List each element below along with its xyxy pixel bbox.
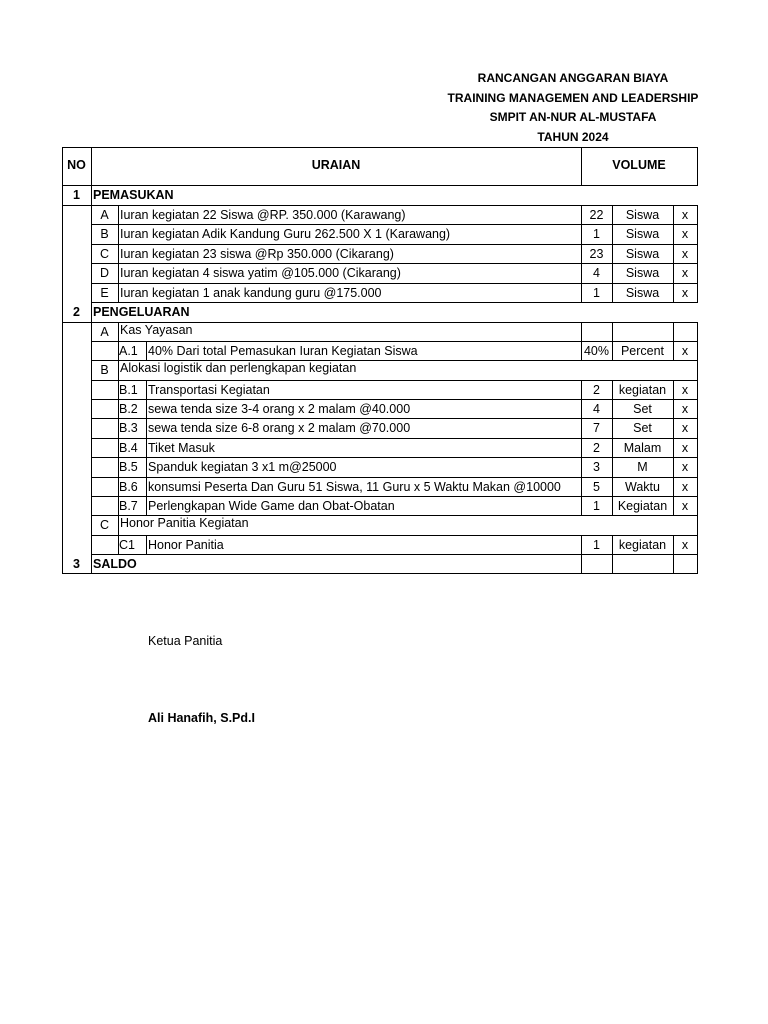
table-rule [697, 399, 698, 418]
table-rule [697, 283, 698, 302]
table-rule [146, 380, 147, 399]
item-multiplier: x [681, 538, 689, 552]
item-multiplier: x [681, 460, 689, 474]
table-rule [697, 477, 698, 496]
table-rule [146, 457, 147, 477]
item-description: konsumsi Peserta Dan Guru 51 Siswa, 11 Guru x 5 Waktu Makan @10000 [148, 480, 561, 494]
item-quantity: 2 [593, 383, 600, 397]
signature-name: Ali Hanafih, S.Pd.I [148, 711, 255, 725]
table-rule [697, 380, 698, 399]
item-quantity: 1 [593, 499, 600, 513]
table-rule [91, 554, 698, 555]
item-quantity: 40% [583, 344, 610, 358]
item-unit: Siswa [625, 208, 660, 222]
item-unit: Siswa [625, 286, 660, 300]
item-multiplier: x [681, 286, 689, 300]
item-description: 40% Dari total Pemasukan Iuran Kegiatan Siswa [148, 344, 418, 358]
item-quantity: 1 [593, 286, 600, 300]
item-description: Iuran kegiatan 1 anak kandung guru @175.000 [120, 286, 382, 300]
table-rule [697, 515, 698, 535]
item-description: Honor Panitia Kegiatan [120, 516, 249, 530]
table-rule [146, 496, 147, 515]
item-code: B.5 [119, 460, 138, 474]
table-rule [697, 341, 698, 360]
item-letter: D [99, 266, 110, 280]
item-unit: Waktu [625, 480, 660, 494]
section-number: 2 [73, 305, 80, 319]
table-rule [697, 322, 698, 341]
table-rule [62, 205, 698, 206]
item-multiplier: x [681, 499, 689, 513]
item-quantity: 1 [593, 538, 600, 552]
item-multiplier: x [681, 247, 689, 261]
item-multiplier: x [681, 421, 689, 435]
table-rule [91, 380, 698, 381]
table-rule [146, 438, 147, 457]
table-rule [697, 418, 698, 438]
item-description: Spanduk kegiatan 3 x1 m@25000 [148, 460, 337, 474]
item-quantity: 3 [593, 460, 600, 474]
table-rule [91, 554, 92, 573]
item-letter: A [100, 325, 109, 339]
item-code: B.4 [119, 441, 138, 455]
item-description: Iuran kegiatan Adik Kandung Guru 262.500 X 1 (Karawang) [120, 227, 451, 241]
table-rule [146, 341, 147, 360]
item-multiplier: x [681, 402, 689, 416]
table-rule [91, 535, 698, 536]
item-unit: Set [633, 402, 652, 416]
item-letter: B [100, 363, 109, 377]
table-rule [697, 535, 698, 554]
item-description: Perlengkapan Wide Game dan Obat-Obatan [148, 499, 395, 513]
item-code: B.7 [119, 499, 138, 513]
table-rule [697, 496, 698, 515]
table-rule [697, 360, 698, 380]
item-code: A.1 [119, 344, 138, 358]
table-rule [91, 438, 698, 439]
item-letter: C [99, 518, 110, 532]
table-rule [91, 185, 92, 205]
item-multiplier: x [681, 480, 689, 494]
table-rule [118, 360, 119, 380]
item-multiplier: x [681, 441, 689, 455]
table-rule [697, 205, 698, 224]
item-code: B.2 [119, 402, 138, 416]
item-unit: Siswa [625, 247, 660, 261]
item-letter: B [100, 227, 109, 241]
table-rule [146, 535, 147, 554]
table-rule [118, 205, 119, 224]
table-rule [697, 244, 698, 263]
table-rule [697, 263, 698, 283]
table-rule [118, 244, 119, 263]
table-rule [118, 263, 119, 283]
doc-title-line2: TRAINING MANAGEMEN AND LEADERSHIP [447, 91, 699, 105]
item-unit: Set [633, 421, 652, 435]
item-letter: A [100, 208, 109, 222]
item-unit: M [637, 460, 648, 474]
table-rule [91, 535, 92, 554]
table-rule [146, 399, 147, 418]
table-rule [118, 283, 119, 302]
table-rule [612, 554, 613, 573]
item-quantity: 4 [593, 266, 600, 280]
section-title: PEMASUKAN [93, 188, 174, 202]
item-code: B.3 [119, 421, 138, 435]
item-description: sewa tenda size 3-4 orang x 2 malam @40.000 [148, 402, 411, 416]
item-multiplier: x [681, 208, 689, 222]
table-rule [91, 399, 698, 400]
item-code: C1 [119, 538, 135, 552]
table-rule [612, 322, 613, 341]
table-rule [91, 457, 92, 477]
table-rule [697, 457, 698, 477]
table-rule [91, 477, 92, 496]
table-rule [673, 322, 674, 341]
item-multiplier: x [681, 383, 689, 397]
item-description: Iuran kegiatan 22 Siswa @RP. 350.000 (Karawang) [120, 208, 406, 222]
section-title: PENGELUARAN [93, 305, 190, 319]
section-number: 1 [73, 188, 80, 202]
item-letter: C [99, 247, 110, 261]
table-rule [581, 322, 582, 341]
table-rule [91, 496, 698, 497]
item-unit: Percent [620, 344, 665, 358]
section-number: 3 [73, 557, 80, 571]
item-quantity: 5 [593, 480, 600, 494]
item-multiplier: x [681, 344, 689, 358]
table-rule [91, 263, 698, 264]
table-rule [91, 302, 698, 303]
item-letter: E [100, 286, 109, 300]
item-unit: Kegiatan [617, 499, 668, 513]
item-quantity: 7 [593, 421, 600, 435]
item-unit: Siswa [625, 227, 660, 241]
table-rule [673, 554, 674, 573]
table-rule [581, 554, 582, 573]
table-rule [91, 380, 92, 399]
signature-role: Ketua Panitia [148, 634, 223, 648]
item-quantity: 22 [589, 208, 604, 222]
col-header-no: NO [67, 158, 86, 172]
item-quantity: 1 [593, 227, 600, 241]
table-rule [91, 399, 92, 418]
item-code: B.1 [119, 383, 138, 397]
table-rule [146, 477, 147, 496]
item-description: Alokasi logistik dan perlengkapan kegiatan [120, 361, 357, 375]
table-rule [91, 438, 92, 457]
table-left-rule [62, 147, 63, 574]
col-header-volume: VOLUME [612, 158, 666, 172]
table-rule [91, 418, 92, 438]
doc-title-line3: SMPIT AN-NUR AL-MUSTAFA [489, 110, 657, 124]
table-rule [91, 244, 698, 245]
table-header-rule [62, 185, 698, 186]
table-rule [146, 418, 147, 438]
section-title: SALDO [93, 557, 137, 571]
table-rule [91, 496, 92, 515]
table-rule [91, 302, 92, 322]
item-description: Iuran kegiatan 4 siswa yatim @105.000 (Cikarang) [120, 266, 401, 280]
item-multiplier: x [681, 227, 689, 241]
doc-title-line1: RANCANGAN ANGGARAN BIAYA [477, 71, 669, 85]
item-description: Honor Panitia [148, 538, 224, 552]
table-rule [91, 341, 698, 342]
table-rule [91, 457, 698, 458]
item-description: Kas Yayasan [120, 323, 193, 337]
doc-title-line4: TAHUN 2024 [537, 130, 609, 144]
item-multiplier: x [681, 266, 689, 280]
item-unit: Malam [623, 441, 662, 455]
item-description: Transportasi Kegiatan [148, 383, 270, 397]
table-rule [697, 224, 698, 244]
item-quantity: 23 [589, 247, 604, 261]
item-quantity: 4 [593, 402, 600, 416]
table-right-rule [697, 147, 698, 185]
col-header-uraian: URAIAN [311, 158, 361, 172]
table-top-rule [62, 147, 698, 148]
table-rule [91, 341, 92, 360]
table-rule [91, 477, 698, 478]
table-rule [118, 515, 119, 535]
item-description: sewa tenda size 6-8 orang x 2 malam @70.000 [148, 421, 411, 435]
table-rule [697, 554, 698, 573]
table-rule [91, 418, 698, 419]
table-rule [62, 573, 698, 574]
item-description: Tiket Masuk [148, 441, 215, 455]
item-unit: kegiatan [618, 538, 667, 552]
table-rule [697, 438, 698, 457]
table-rule [91, 283, 698, 284]
item-code: B.6 [119, 480, 138, 494]
table-rule [118, 322, 119, 341]
item-unit: kegiatan [618, 383, 667, 397]
item-quantity: 2 [593, 441, 600, 455]
table-rule [91, 224, 698, 225]
table-rule [118, 224, 119, 244]
item-unit: Siswa [625, 266, 660, 280]
item-description: Iuran kegiatan 23 siswa @Rp 350.000 (Cikarang) [120, 247, 394, 261]
